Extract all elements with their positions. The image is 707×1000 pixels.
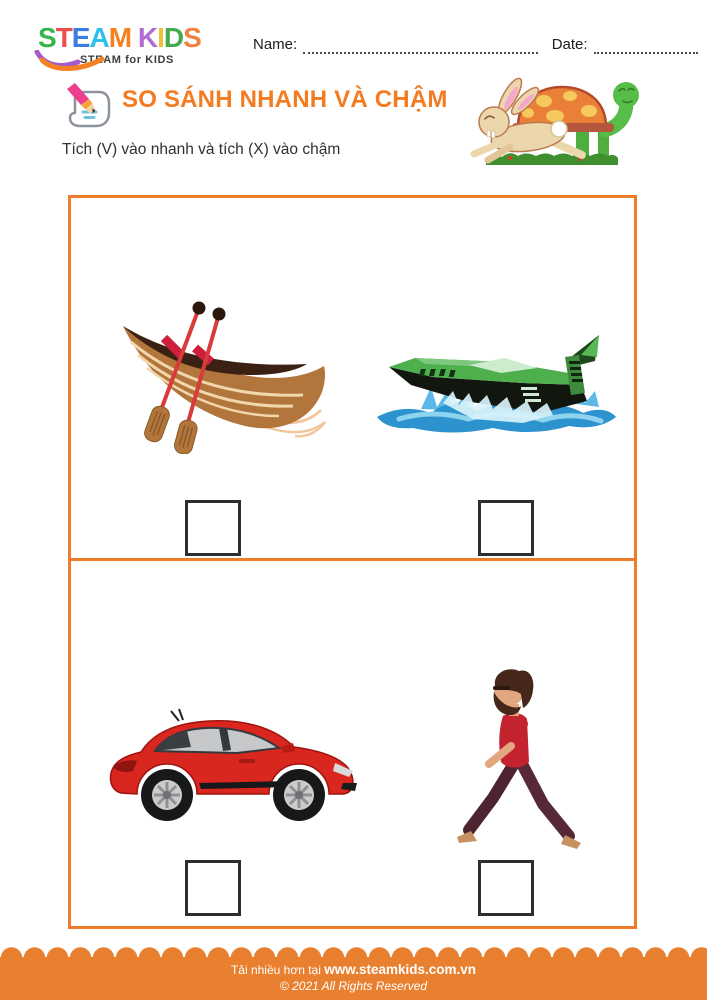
rowing-canoe-image — [107, 298, 337, 454]
checkbox-canoe[interactable] — [185, 500, 241, 556]
rabbit-and-turtle-illustration — [458, 68, 648, 168]
instruction-text: Tích (V) vào nhanh và tích (X) vào chậm — [62, 141, 341, 158]
footer-prefix: Tải nhiều hơn tại — [230, 963, 325, 977]
row-divider — [70, 558, 635, 561]
steam-kids-logo — [38, 24, 248, 66]
page-title: SO SÁNH NHANH VÀ CHẬM — [122, 86, 448, 113]
logo-tagline: STEAM for KIDS — [80, 54, 174, 66]
date-field-line[interactable] — [594, 36, 698, 54]
red-car-image — [91, 701, 373, 833]
checkbox-speedboat[interactable] — [478, 500, 534, 556]
logo-text: STEAM KIDS — [38, 22, 201, 53]
walking-person-image — [453, 664, 591, 856]
checkbox-walker[interactable] — [478, 860, 534, 916]
pencil-paper-icon — [62, 82, 116, 130]
footer-copyright: © 2021 All Rights Reserved — [279, 979, 428, 993]
footer-download-text — [0, 962, 707, 977]
date-label: Date: — [551, 36, 588, 53]
name-field-line[interactable] — [303, 36, 538, 54]
footer — [0, 946, 707, 1000]
name-date-row — [253, 36, 698, 54]
speedboat-image — [373, 331, 620, 449]
footer-url[interactable]: www.steamkids.com.vn — [324, 962, 477, 977]
footer-band — [0, 957, 707, 1000]
worksheet-frame — [68, 195, 637, 929]
name-label: Name: — [253, 36, 298, 53]
logo-swoosh-icon — [34, 50, 110, 72]
checkbox-car[interactable] — [185, 860, 241, 916]
